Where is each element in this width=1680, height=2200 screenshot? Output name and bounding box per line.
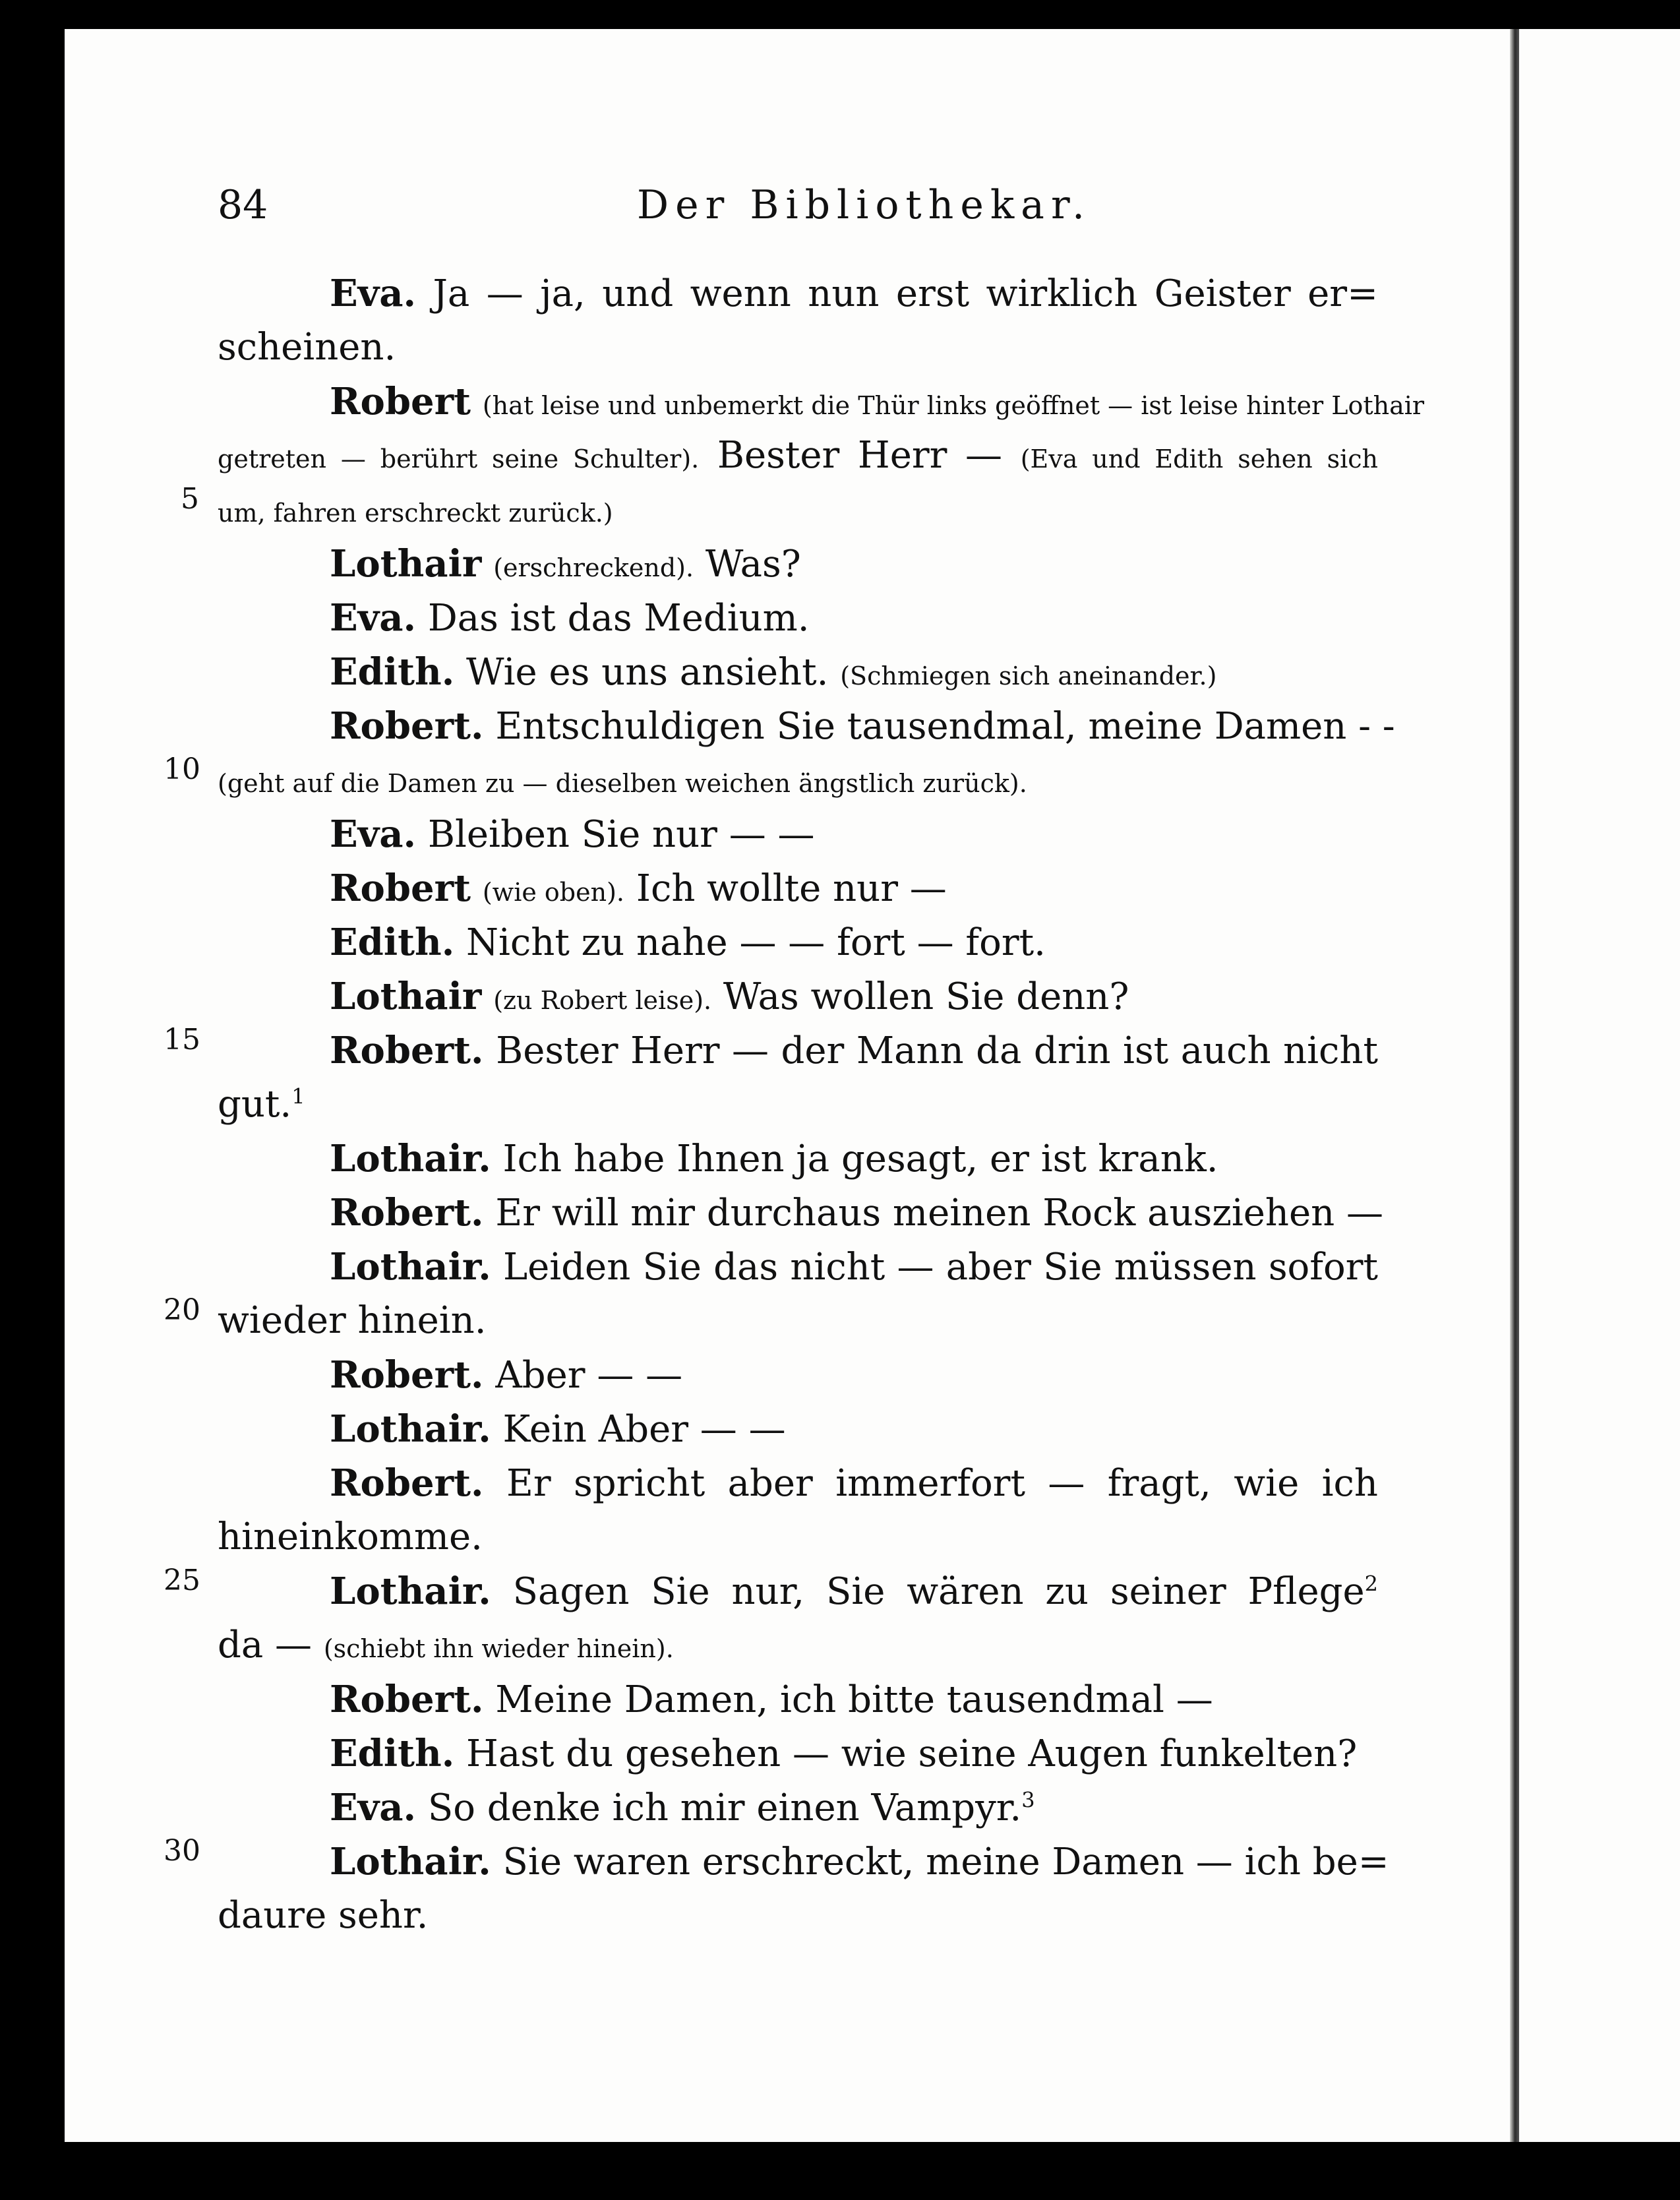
running-title: Der Bibliothekar. [637, 182, 1092, 228]
text-line [218, 1024, 1378, 1078]
dialogue: Was wollen Sie denn? [723, 975, 1129, 1018]
speaker: Lothair [330, 542, 482, 586]
dialogue: daure sehr. [218, 1894, 429, 1937]
speaker: Robert. [330, 1461, 484, 1505]
speaker: Robert. [330, 1353, 484, 1397]
speaker: Robert. [330, 1678, 484, 1721]
speaker: Lothair. [330, 1570, 491, 1613]
line-number: 20 [164, 1293, 200, 1327]
text-line [218, 1510, 1378, 1564]
speaker: Eva. [330, 812, 417, 856]
speaker: Lothair. [330, 1245, 491, 1289]
dialogue: Meine Damen, ich bitte tausendmal — [495, 1678, 1213, 1721]
text-line [218, 375, 1425, 429]
text-line [218, 969, 1378, 1024]
text-line [218, 483, 1378, 537]
line-number: 5 [181, 482, 199, 516]
speaker: Robert [330, 380, 471, 423]
text-line [218, 1240, 1378, 1294]
dialogue: Bleiben Sie nur — — [427, 813, 815, 856]
dialogue: Sagen Sie nur, Sie wären zu seiner Pflege [512, 1570, 1365, 1613]
speaker: Lothair. [330, 1407, 491, 1451]
text-line [218, 753, 1378, 807]
text-line [218, 915, 1378, 969]
stage-direction: (erschreckend). [493, 553, 694, 582]
play-text [218, 266, 1425, 1943]
stage-direction: (hat leise und unbemerkt die Thür links geöffnet — ist leise hinter Lothair [482, 391, 1425, 420]
speaker: Robert. [330, 1191, 484, 1235]
speaker: Robert. [330, 1029, 484, 1072]
speaker: Edith. [330, 650, 455, 694]
speaker: Lothair. [330, 1840, 491, 1883]
text-line [218, 1078, 1378, 1132]
text-line [218, 1348, 1378, 1402]
dialogue: wieder hinein. [218, 1299, 487, 1342]
page-header [65, 175, 1513, 235]
footnote-marker: 2 [1364, 1571, 1378, 1597]
dialogue: Ich habe Ihnen ja gesagt, er ist krank. [502, 1138, 1218, 1180]
speaker: Robert [330, 867, 471, 910]
dialogue: Leiden Sie das nicht — aber Sie müssen sofort [502, 1246, 1378, 1289]
stage-direction: um, fahren erschreckt zurück.) [218, 499, 613, 528]
footnote-marker: 1 [291, 1084, 305, 1109]
speaker: Edith. [330, 921, 455, 964]
text-line [218, 266, 1378, 321]
dialogue: scheinen. [218, 326, 396, 369]
dialogue: Bester Herr — [717, 434, 1003, 477]
dialogue: Entschuldigen Sie tausendmal, meine Damen - - [495, 705, 1395, 748]
speaker: Eva. [330, 1786, 417, 1829]
text-line [218, 1456, 1378, 1510]
text-line [218, 1564, 1378, 1618]
dialogue: Kein Aber — — [502, 1408, 786, 1451]
text-line [218, 537, 1378, 591]
dialogue: Was? [705, 543, 801, 586]
text-line [218, 1402, 1378, 1456]
dialogue: Hast du gesehen — wie seine Augen funkelten? [466, 1732, 1358, 1775]
text-line [218, 429, 1378, 483]
line-number: 25 [164, 1564, 200, 1597]
stage-direction: (Eva und Edith sehen sich [1020, 444, 1379, 474]
dialogue: Ja — ja, und wenn nun erst wirklich Geister er= [433, 272, 1378, 315]
dialogue: Sie waren erschreckt, meine Damen — ich be= [502, 1841, 1389, 1883]
dialogue: So denke ich mir einen Vampyr. [427, 1787, 1022, 1829]
text-line [218, 1835, 1389, 1889]
facing-page-edge [1519, 29, 1680, 2142]
speaker: Lothair [330, 975, 482, 1018]
speaker: Edith. [330, 1732, 455, 1775]
text-line [218, 699, 1395, 753]
text-line [218, 1726, 1378, 1781]
dialogue: Nicht zu nahe — — fort — fort. [466, 921, 1046, 964]
line-number: 15 [164, 1023, 200, 1056]
speaker: Lothair. [330, 1137, 491, 1180]
text-line [218, 645, 1378, 699]
line-number: 10 [164, 752, 200, 786]
text-line [218, 861, 1378, 915]
stage-direction: (wie oben). [482, 878, 625, 907]
dialogue: hineinkomme. [218, 1515, 483, 1558]
stage-direction: getreten — berührt seine Schulter). [218, 444, 700, 474]
dialogue: Aber — — [495, 1354, 683, 1397]
text-line [218, 1294, 1378, 1348]
page-number: 84 [218, 182, 268, 228]
text-line [218, 1618, 1378, 1672]
line-number: 30 [164, 1834, 200, 1868]
dialogue: Ich wollte nur — [636, 867, 947, 910]
stage-direction: (Schmiegen sich aneinander.) [840, 661, 1217, 690]
dialogue: Er will mir durchaus meinen Rock ausziehen — [495, 1192, 1383, 1235]
text-line [218, 321, 1378, 375]
dialogue: Wie es uns ansieht. [466, 651, 829, 694]
text-line [218, 1186, 1383, 1240]
stage-direction: (geht auf die Damen zu — dieselben weichen ängstlich zurück). [218, 769, 1027, 798]
text-line [218, 1132, 1378, 1186]
text-line [218, 1781, 1378, 1835]
dialogue: Bester Herr — der Mann da drin ist auch nicht [496, 1029, 1378, 1072]
dialogue: Er spricht aber immerfort — fragt, wie ich [506, 1462, 1378, 1505]
dialogue: Das ist das Medium. [427, 597, 810, 640]
text-line [218, 1672, 1378, 1726]
text-line [218, 1889, 1378, 1943]
text-line [218, 591, 1378, 645]
dialogue: da — [218, 1624, 313, 1666]
speaker: Eva. [330, 596, 417, 640]
stage-direction: (schiebt ihn wieder hinein). [323, 1634, 674, 1663]
stage-direction: (zu Robert leise). [493, 986, 712, 1015]
text-line [218, 807, 1378, 861]
speaker: Robert. [330, 704, 484, 748]
footnote-marker: 3 [1021, 1787, 1035, 1813]
dialogue: gut. [218, 1083, 292, 1126]
speaker: Eva. [330, 272, 417, 315]
